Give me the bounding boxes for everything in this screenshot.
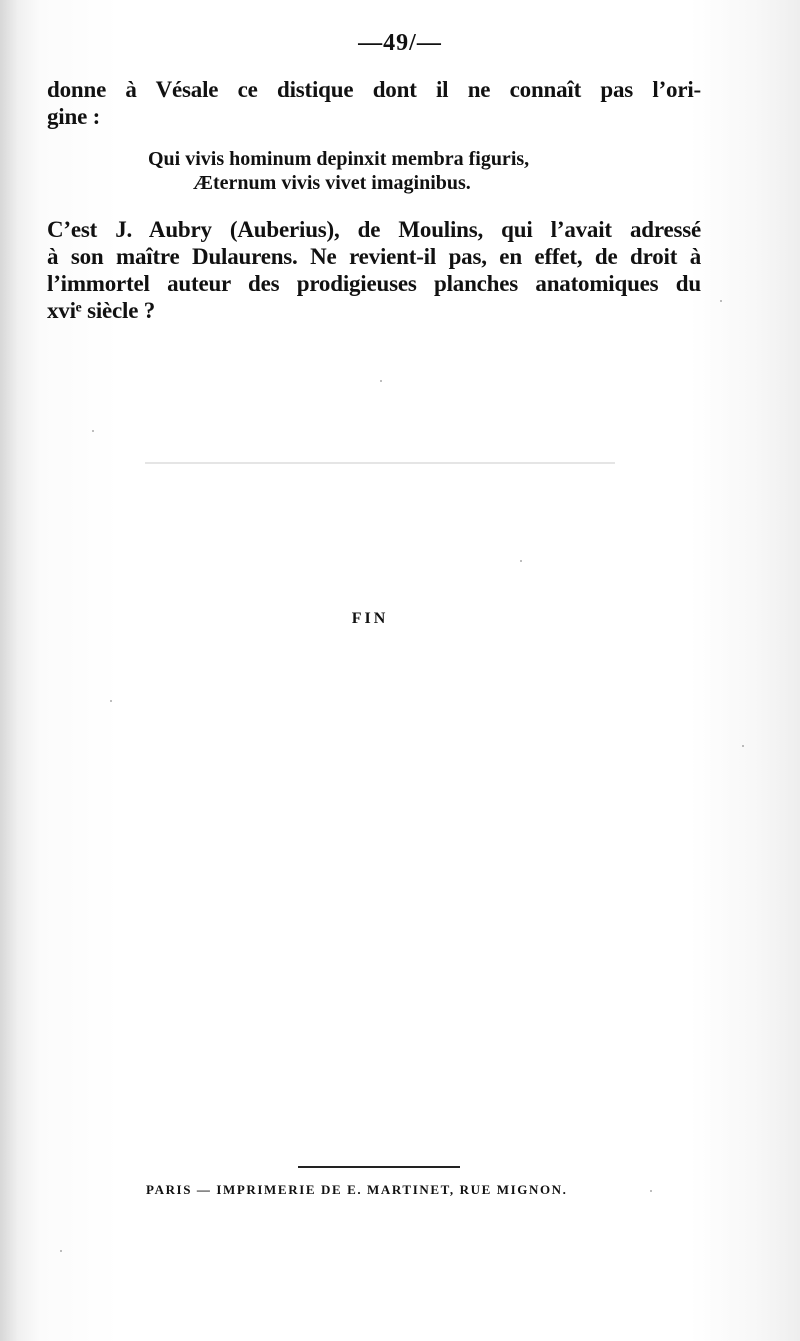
print-speck: [650, 1190, 652, 1192]
paragraph-2-line: à son maître Dulaurens. Ne revient-il pas, en effet, de droit à: [47, 244, 701, 269]
page-number: —49/—: [358, 30, 442, 56]
print-speck: [742, 745, 744, 747]
imprint-rule: [298, 1166, 460, 1168]
paragraph-1-line: donne à Vésale ce distique dont il ne connaît pas l’ori-: [47, 77, 701, 102]
print-speck: [92, 430, 94, 432]
bleed-through-rule: [145, 462, 615, 464]
paragraph-2-line: l’immortel auteur des prodigieuses planches anatomiques du: [47, 271, 701, 296]
verse-line: Qui vivis hominum depinxit membra figuris,: [148, 148, 530, 170]
verse-line: Æternum vivis vivet imaginibus.: [193, 172, 471, 194]
print-speck: [110, 700, 112, 702]
paragraph-1-line: gine :: [47, 104, 101, 129]
print-speck: [720, 300, 722, 302]
print-speck: [520, 560, 522, 562]
printer-imprint: PARIS — IMPRIMERIE DE E. MARTINET, RUE MIGNON.: [146, 1182, 568, 1197]
print-speck: [60, 1250, 62, 1252]
paragraph-1: [47, 76, 701, 130]
paragraph-2-line: xviᵉ siècle ?: [47, 298, 156, 323]
paragraph-2-line: C’est J. Aubry (Auberius), de Moulins, qui l’avait adressé: [47, 217, 701, 242]
print-speck: [380, 380, 382, 382]
fin-label: FIN: [351, 610, 389, 627]
paragraph-2: [47, 216, 701, 324]
